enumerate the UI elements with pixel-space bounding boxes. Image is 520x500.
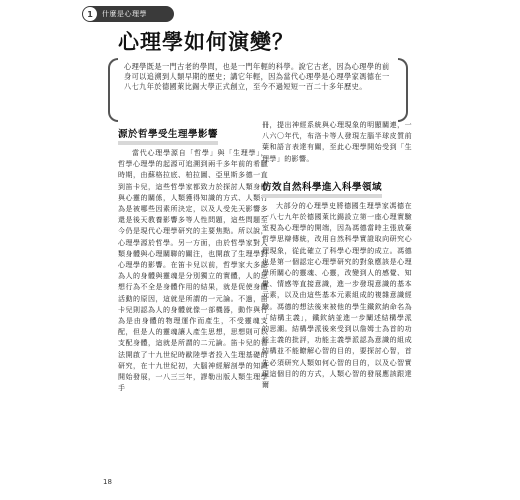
chapter-number: 1 (83, 7, 97, 21)
left-column (118, 120, 268, 394)
right-column (262, 120, 412, 391)
section-heading-philosophy: 源於哲學受生理學影響 (118, 126, 218, 145)
right-continued-text: 冊，提出神經系統與心理現象的明顯關連，一八六〇年代，布洛卡等人發現左腦半球皮質前葉和語言表達有關，至此心理學開始受到「生理學」的影響。 (262, 121, 412, 163)
intro-block (108, 58, 408, 120)
chapter-tab (82, 6, 174, 22)
intro-text: 心理學既是一門古老的學問，也是一門年輕的科學。說它古老，因為心理學的前身可以追溯到人類早期的歷史；講它年輕，因為當代心理學是心理學家馮德在一八七九年於德國萊比錫大學正式創立，至今不過短短一百二十多年歷史。 (124, 62, 390, 92)
section-heading-science: 仿效自然科學進入科學領域 (262, 179, 382, 198)
right-bracket-decoration (398, 58, 408, 122)
right-body-text: 大部分的心理學史將德國生理學家馮德在一八七九年於德國萊比錫設立第一座心理實驗室視為心理學的開端，因為馮德當時主張放棄哲學思辯傳統，改用自然科學實證取向研究心理現象，從此確立了科學心理學的成立。馮德也是第一個認定心理學研究的對象應該是心理學所關心的靈魂、心靈，改變到人的感覺、知覺、情感等直接意識，進一步發現意識的基本元素，以及由這些基本元素組成的複雜意識經驗。馮德的想法後來被他的學生鐵欽納命名為「結構主義」，鐵欽納並進一步闡述結構學派的思潮。結構學派後來受到以詹姆士為首的功能主義的批評，功能主義學派認為意識的組成結構並不能瞭解心智的目的，要探討心智，首先必須研究人類如何心智的目的，以及心智實現這個目的的方式，人類心智的發展應該跟達爾 (262, 201, 412, 390)
page-number: 18 (103, 478, 112, 486)
page-title: 心理學如何演變？ (118, 30, 294, 54)
left-body-text: 當代心理學源自「哲學」與「生理學」，哲學心理學的起源可追溯到兩千多年前的希臘時期，由蘇格拉底、柏拉圖、亞里斯多德一直到笛卡兒，這些哲學家都致力於探討人類身體與心靈的關係，人類獲得知識的方式、人類行為是被哪些因素所決定，以及人受先天影響多還是後天教養影響多等人性問題，這些問題至今仍是現代心理學研究的主要焦點。所以說，心理學源於哲學。另一方面，由於哲學家對人類身體與心理關聯的關注，也開啟了生理學對心理學的影響。在笛卡兒以前，哲學家大多認為人的身體與靈魂是分別獨立的實體，人的思想行為不全是身體作用的結果，就是促使身體活動的原因，這就是所謂的一元論。不過，笛卡兒則認為人的身體就像一部機器，動作與行為是由身體的物理運作而產生，不受靈魂支配，但是人的靈魂讓人產生思想，思想則可以支配身體，這就是所謂的二元論。笛卡兒的看法開啟了十九世紀時歐陸學者投入生理基礎的研究，在十九世紀初，大腦神經解剖學的知識開始發展，一八三三年，謬勒出版人類生理學手 (118, 149, 268, 393)
left-bracket-decoration (108, 58, 118, 122)
chapter-title: 什麼是心理學 (102, 10, 147, 18)
